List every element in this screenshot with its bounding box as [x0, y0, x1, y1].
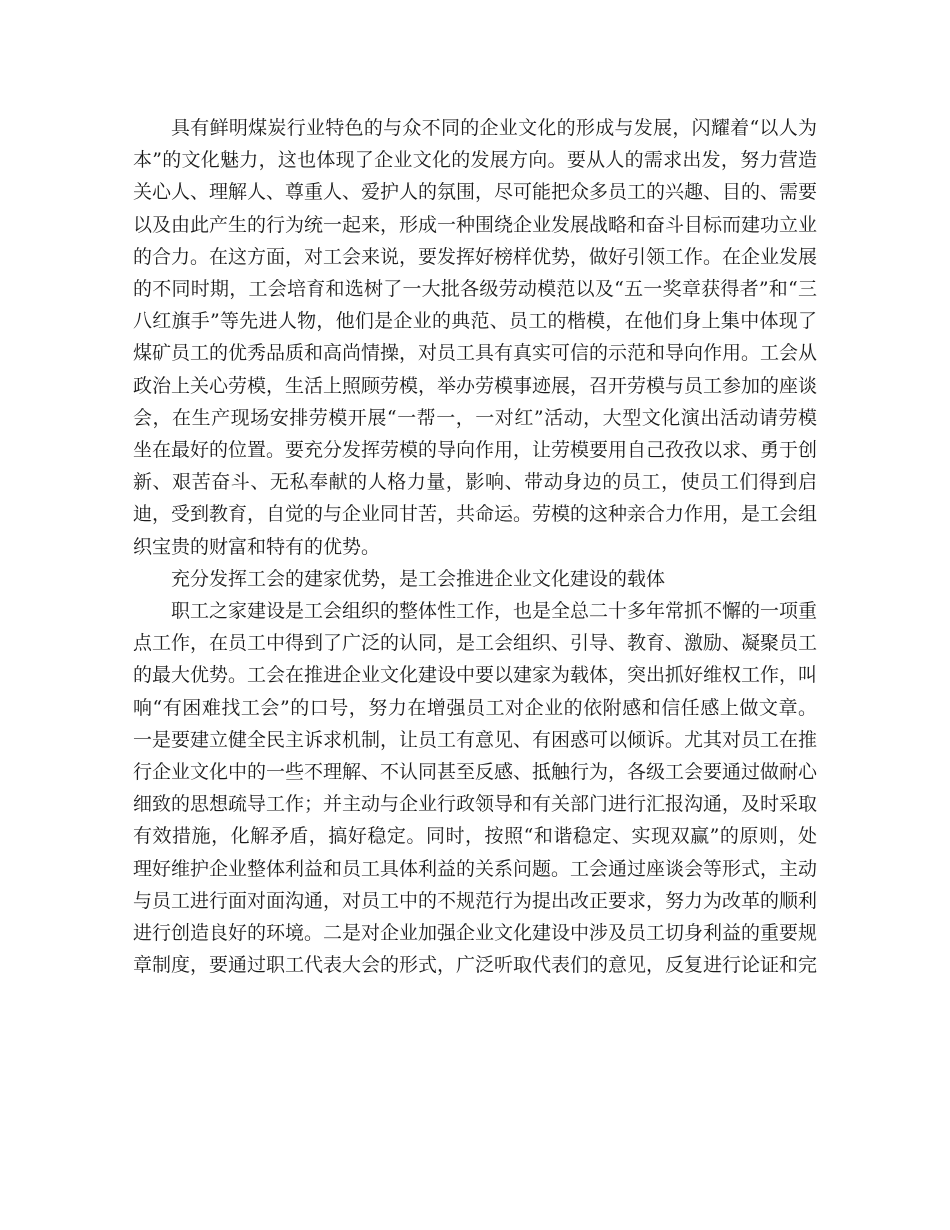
paragraph-model-workers: 具有鲜明煤炭行业特色的与众不同的企业文化的形成与发展，闪耀着“以人为本”的文化魅力，这也体现了企业文化的发展方向。要从人的需求出发，努力营造关心人、理解人、尊重人、爱护人的氛围，尽可能把众多员工的兴趣、目的、需要以及由此产生的行为统一起来，形成一种围绕企业发展战略和奋斗目标而建功立业的合力。在这方面，对工会来说，要发挥好榜样优势，做好引领工作。在企业发展的不同时期，工会培育和选树了一大批各级劳动模范以及“五一奖章获得者”和“三八红旗手”等先进人物，他们是企业的典范、员工的楷模，在他们身上集中体现了煤矿员工的优秀品质和高尚情操，对员工具有真实可信的示范和导向作用。工会从政治上关心劳模，生活上照顾劳模，举办劳模事迹展，召开劳模与员工参加的座谈会，在生产现场安排劳模开展“一帮一，一对红”活动，大型文化演出活动请劳模坐在最好的位置。要充分发挥劳模的导向作用，让劳模要用自己孜孜以求、勇于创新、艰苦奋斗、无私奉献的人格力量，影响、带动身边的员工，使员工们得到启迪，受到教育，自觉的与企业同甘苦，共命运。劳模的这种亲合力作用，是工会组织宝贵的财富和特有的优势。 [133, 117, 818, 558]
paragraph-workers-home: 职工之家建设是工会组织的整体性工作，也是全总二十多年常抓不懈的一项重点工作，在员工中得到了广泛的认同，是工会组织、引导、教育、激励、凝聚员工的最大优势。工会在推进企业文化建设中要以建家为载体，突出抓好维权工作，叫响“有困难找工会”的口号，努力在增强员工对企业的依附感和信任感上做文章。一是要建立健全民主诉求机制，让员工有意见、有困惑可以倾诉。尤其对员工在推行企业文化中的一些不理解、不认同甚至反感、抵触行为，各级工会要通过做耐心细致的思想疏导工作；并主动与企业行政领导和有关部门进行汇报沟通，及时采取有效措施，化解矛盾，搞好稳定。同时，按照“和谐稳定、实现双赢”的原则，处理好维护企业整体利益和员工具体利益的关系问题。工会通过座谈会等形式，主动与员工进行面对面沟通，对员工中的不规范行为提出改正要求，努力为改革的顺利进行创造良好的环境。二是对企业加强企业文化建设中涉及员工切身利益的重要规章制度，要通过职工代表大会的形式，广泛听取代表们的意见，反复进行论证和完 [133, 600, 818, 977]
document-page [133, 112, 817, 981]
section-heading-home-building: 充分发挥工会的建家优势，是工会推进企业文化建设的载体 [171, 567, 666, 590]
